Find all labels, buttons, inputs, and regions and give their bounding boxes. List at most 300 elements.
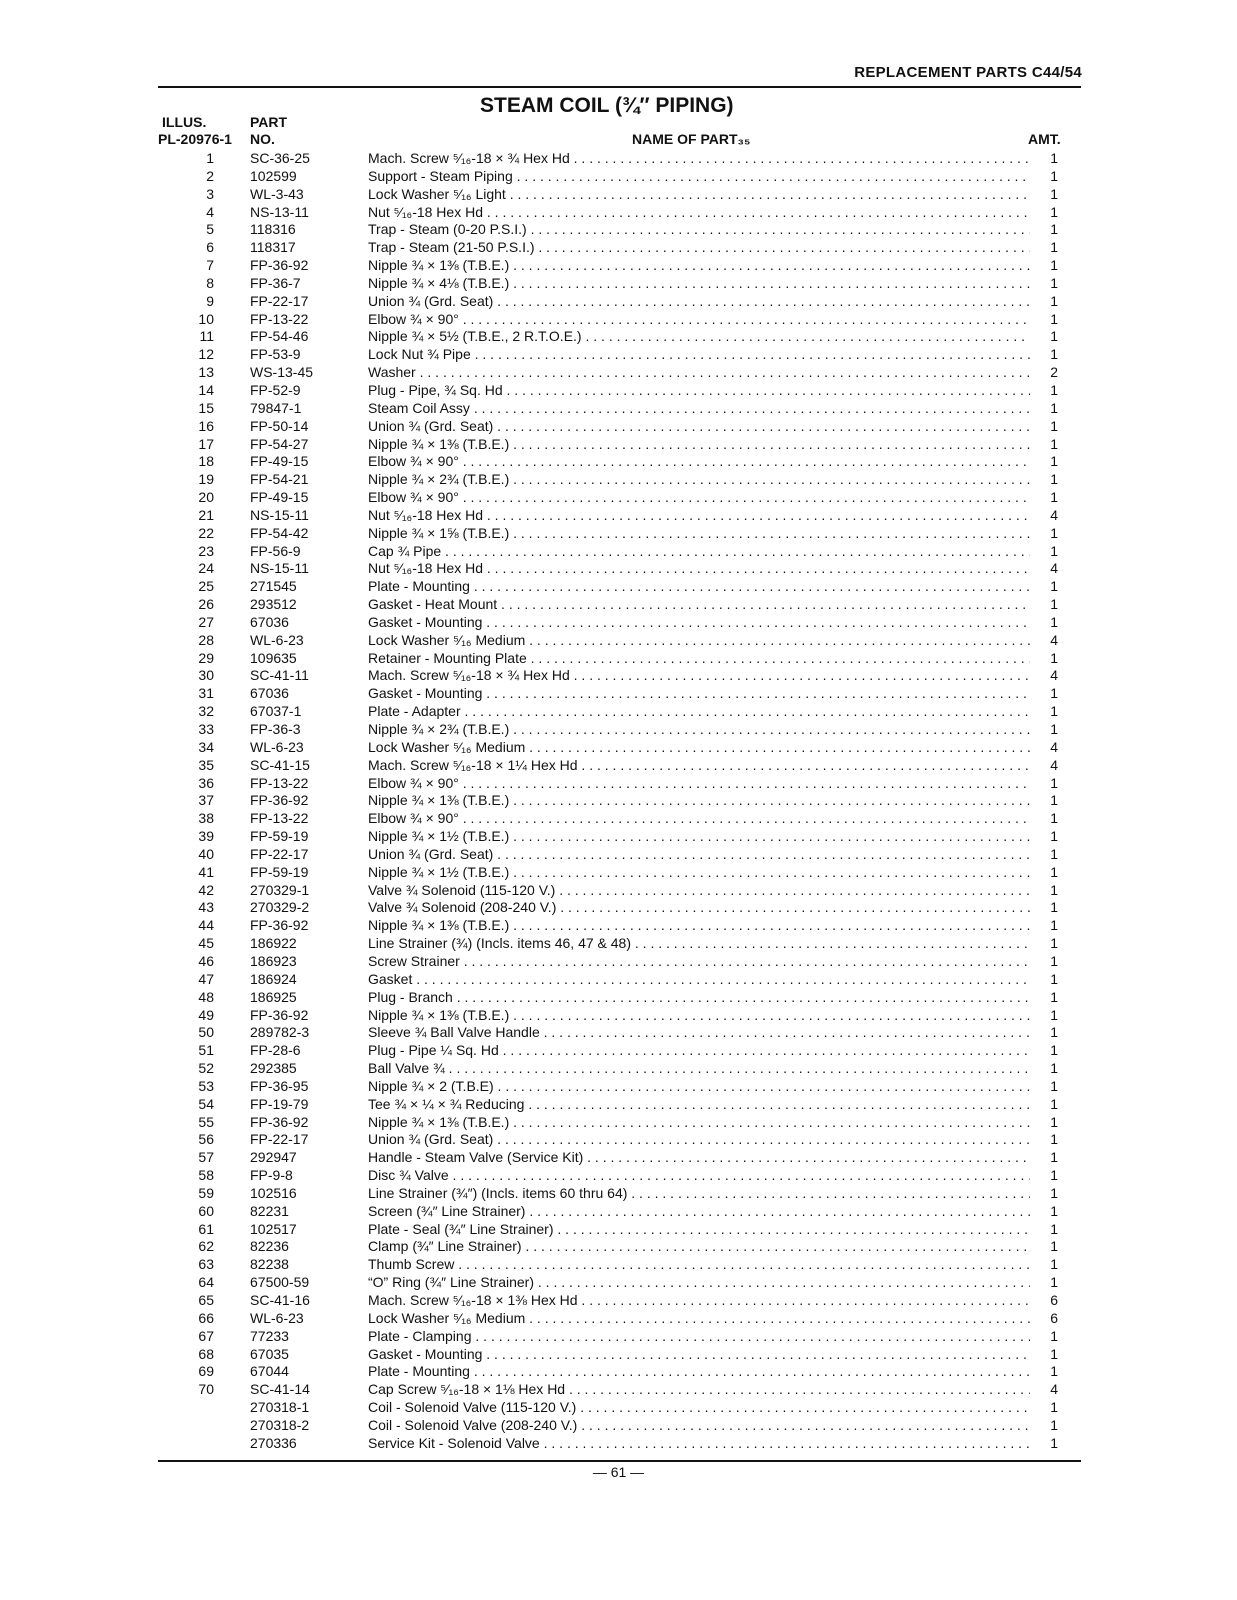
part-name: Elbow ¾ × 90° . . .: [368, 489, 1030, 507]
part-amount: 1: [1050, 471, 1058, 488]
part-name: Plug - Pipe, ¾ Sq. Hd . . .: [368, 382, 1030, 400]
illus-number: 51: [198, 1042, 214, 1059]
illus-number: 59: [198, 1184, 214, 1201]
illus-number: 41: [198, 863, 214, 880]
illus-number: 6: [206, 239, 214, 256]
illus-number: 54: [198, 1095, 214, 1112]
part-number: NS-15-11: [250, 506, 309, 523]
part-number: 270318-1: [250, 1399, 310, 1416]
part-number: FP-49-15: [250, 489, 309, 506]
illus-number: 7: [206, 257, 214, 274]
illus-number: 20: [198, 489, 214, 506]
table-row: [0, 1435, 1237, 1453]
part-amount: 1: [1050, 935, 1058, 952]
part-number: 77233: [250, 1327, 289, 1344]
part-amount: 1: [1050, 1131, 1058, 1148]
part-amount: 1: [1050, 292, 1058, 309]
part-name: Union ¾ (Grd. Seat) . . .: [368, 1131, 1030, 1149]
illus-number: 8: [206, 274, 214, 291]
part-number: 186924: [250, 970, 297, 987]
part-amount: 1: [1050, 1060, 1058, 1077]
table-row: [0, 471, 1237, 489]
table-row: [0, 1060, 1237, 1078]
part-amount: 1: [1050, 1256, 1058, 1273]
column-header-amt: AMT.: [1028, 131, 1061, 147]
part-number: FP-59-19: [250, 828, 309, 845]
illus-number: 67: [198, 1327, 214, 1344]
illus-number: 18: [198, 453, 214, 470]
part-amount: 1: [1050, 1416, 1058, 1433]
part-name: Lock Washer ⁵⁄₁₆ Medium . . .: [368, 739, 1030, 757]
part-amount: 1: [1050, 881, 1058, 898]
illus-number: 38: [198, 810, 214, 827]
part-amount: 1: [1050, 257, 1058, 274]
part-number: 82238: [250, 1256, 289, 1273]
illus-number: 28: [198, 631, 214, 648]
table-row: [0, 1078, 1237, 1096]
part-number: 270329-2: [250, 899, 310, 916]
footer-rule: [158, 1460, 1081, 1462]
part-number: SC-41-15: [250, 756, 310, 773]
part-number: FP-36-92: [250, 1113, 309, 1130]
illus-number: 58: [198, 1167, 214, 1184]
part-name: Lock Washer ⁵⁄₁₆ Light . . .: [368, 186, 1030, 204]
part-name: Nipple ¾ × 4⅛ (T.B.E.) . . .: [368, 275, 1030, 293]
column-header-illus: ILLUS.: [162, 114, 207, 130]
part-amount: 1: [1050, 952, 1058, 969]
illus-number: 62: [198, 1238, 214, 1255]
part-amount: 1: [1050, 649, 1058, 666]
part-name: Nut ⁵⁄₁₆-18 Hex Hd . . .: [368, 204, 1030, 222]
illus-number: 12: [198, 346, 214, 363]
part-number: FP-54-42: [250, 524, 309, 541]
table-row: [0, 1256, 1237, 1274]
part-amount: 1: [1050, 1434, 1058, 1451]
part-number: 102517: [250, 1220, 297, 1237]
table-row: [0, 685, 1237, 703]
table-row: [0, 1292, 1237, 1310]
illus-number: 4: [206, 203, 214, 220]
table-row: [0, 507, 1237, 525]
part-number: 79847-1: [250, 399, 302, 416]
part-number: FP-28-6: [250, 1042, 301, 1059]
part-number: FP-36-92: [250, 257, 309, 274]
illus-number: 36: [198, 774, 214, 791]
table-row: [0, 1114, 1237, 1132]
part-number: SC-41-11: [250, 667, 309, 684]
illus-number: 13: [198, 364, 214, 381]
part-amount: 1: [1050, 685, 1058, 702]
illus-number: 43: [198, 899, 214, 916]
table-row: [0, 989, 1237, 1007]
table-row: [0, 1007, 1237, 1025]
part-name: Elbow ¾ × 90° . . .: [368, 453, 1030, 471]
illus-number: 16: [198, 417, 214, 434]
part-amount: 1: [1050, 1238, 1058, 1255]
table-row: [0, 953, 1237, 971]
part-amount: 1: [1050, 1184, 1058, 1201]
part-name: Valve ¾ Solenoid (208-240 V.) . . .: [368, 899, 1030, 917]
table-row: [0, 1167, 1237, 1185]
part-name: Gasket - Mounting . . .: [368, 685, 1030, 703]
table-row: [0, 1149, 1237, 1167]
part-name: Coil - Solenoid Valve (115-120 V.) . . .: [368, 1399, 1030, 1417]
part-amount: 1: [1050, 703, 1058, 720]
part-number: SC-41-14: [250, 1381, 310, 1398]
part-name: Plate - Mounting . . .: [368, 578, 1030, 596]
part-amount: 1: [1050, 1024, 1058, 1041]
part-amount: 1: [1050, 399, 1058, 416]
parts-table: [0, 150, 1237, 1453]
part-amount: 1: [1050, 1345, 1058, 1362]
table-row: [0, 810, 1237, 828]
illus-number: 34: [198, 738, 214, 755]
column-header-part: PART: [250, 114, 288, 130]
part-name: Mach. Screw ⁵⁄₁₆-18 × 1⅜ Hex Hd . . .: [368, 1292, 1030, 1310]
part-number: FP-36-92: [250, 1006, 309, 1023]
part-amount: 1: [1050, 1202, 1058, 1219]
part-number: WL-6-23: [250, 1309, 304, 1326]
table-row: [0, 328, 1237, 346]
part-name: Steam Coil Assy . . .: [368, 400, 1030, 418]
part-amount: 1: [1050, 845, 1058, 862]
table-row: [0, 346, 1237, 364]
part-name: Lock Washer ⁵⁄₁₆ Medium . . .: [368, 1310, 1030, 1328]
part-name: Elbow ¾ × 90° . . .: [368, 810, 1030, 828]
table-row: [0, 775, 1237, 793]
part-number: SC-41-16: [250, 1292, 310, 1308]
part-amount: 4: [1050, 506, 1058, 523]
part-amount: 1: [1050, 1113, 1058, 1130]
illus-number: 3: [206, 185, 214, 202]
table-row: [0, 525, 1237, 543]
part-amount: 1: [1050, 167, 1058, 184]
part-number: 292385: [250, 1060, 297, 1077]
part-name: Nipple ¾ × 2 (T.B.E) . . .: [368, 1078, 1030, 1096]
part-name: Retainer - Mounting Plate . . .: [368, 650, 1030, 668]
part-amount: 1: [1050, 792, 1058, 809]
table-row: [0, 632, 1237, 650]
illus-number: 61: [198, 1220, 214, 1237]
part-number: FP-36-3: [250, 721, 301, 737]
illus-number: 33: [198, 721, 214, 737]
part-amount: 1: [1050, 1220, 1058, 1237]
illus-number: 17: [198, 435, 214, 452]
illus-number: 70: [198, 1381, 214, 1398]
table-row: [0, 721, 1237, 739]
part-amount: 1: [1050, 435, 1058, 452]
table-row: [0, 864, 1237, 882]
part-number: SC-36-25: [250, 150, 310, 166]
table-row: [0, 1363, 1237, 1381]
part-number: FP-36-95: [250, 1077, 309, 1094]
illus-number: 21: [198, 506, 214, 523]
illus-number: 44: [198, 917, 214, 934]
table-row: [0, 543, 1237, 561]
part-amount: 1: [1050, 310, 1058, 327]
part-number: 67035: [250, 1345, 289, 1362]
part-number: 82231: [250, 1202, 289, 1219]
part-amount: 1: [1050, 1149, 1058, 1166]
part-amount: 6: [1050, 1292, 1058, 1308]
part-number: FP-56-9: [250, 542, 301, 559]
part-number: 289782-3: [250, 1024, 310, 1041]
table-row: [0, 150, 1237, 168]
part-name: Nipple ¾ × 1½ (T.B.E.) . . .: [368, 828, 1030, 846]
part-number: FP-53-9: [250, 346, 301, 363]
illus-number: 39: [198, 828, 214, 845]
table-row: [0, 792, 1237, 810]
illus-number: 63: [198, 1256, 214, 1273]
table-row: [0, 1131, 1237, 1149]
illus-number: 9: [206, 292, 214, 309]
part-amount: 1: [1050, 346, 1058, 363]
illus-number: 26: [198, 596, 214, 613]
part-number: FP-22-17: [250, 1131, 309, 1148]
part-number: 186925: [250, 988, 297, 1005]
part-number: FP-36-92: [250, 792, 309, 809]
part-name: Tee ¾ × ¼ × ¾ Reducing . . .: [368, 1096, 1030, 1114]
part-amount: 1: [1050, 150, 1058, 166]
part-number: 67044: [250, 1363, 289, 1380]
illus-number: 2: [206, 167, 214, 184]
illus-number: 52: [198, 1060, 214, 1077]
part-number: FP-54-27: [250, 435, 309, 452]
part-number: 270318-2: [250, 1416, 310, 1433]
part-number: 67036: [250, 613, 289, 630]
part-name: Trap - Steam (0-20 P.S.I.) . . .: [368, 221, 1030, 239]
part-amount: 1: [1050, 417, 1058, 434]
table-row: [0, 311, 1237, 329]
table-row: [0, 1096, 1237, 1114]
table-row: [0, 1238, 1237, 1256]
part-name: Nipple ¾ × 2¾ (T.B.E.) . . .: [368, 721, 1030, 739]
table-row: [0, 239, 1237, 257]
illus-number: 53: [198, 1077, 214, 1094]
part-name: Union ¾ (Grd. Seat) . . .: [368, 846, 1030, 864]
part-number: WL-6-23: [250, 738, 304, 755]
table-row: [0, 1346, 1237, 1364]
part-name: Line Strainer (¾″) (Incls. items 60 thru 64) . . .: [368, 1185, 1030, 1203]
part-number: FP-49-15: [250, 453, 309, 470]
part-number: 293512: [250, 596, 297, 613]
part-amount: 1: [1050, 828, 1058, 845]
table-row: [0, 257, 1237, 275]
part-name: Thumb Screw . . .: [368, 1256, 1030, 1274]
illus-number: 57: [198, 1149, 214, 1166]
part-name: Support - Steam Piping . . .: [368, 168, 1030, 186]
part-amount: 1: [1050, 863, 1058, 880]
part-amount: 1: [1050, 1399, 1058, 1416]
part-name: Mach. Screw ⁵⁄₁₆-18 × ¾ Hex Hd . . .: [368, 150, 1030, 168]
part-number: FP-22-17: [250, 292, 309, 309]
part-amount: 1: [1050, 613, 1058, 630]
illus-number: 30: [198, 667, 214, 684]
illus-number: 46: [198, 952, 214, 969]
part-name: Clamp (¾″ Line Strainer) . . .: [368, 1238, 1030, 1256]
table-row: [0, 1024, 1237, 1042]
part-name: Line Strainer (¾) (Incls. items 46, 47 & 48) . . .: [368, 935, 1030, 953]
part-amount: 1: [1050, 578, 1058, 595]
part-name: Screen (¾″ Line Strainer) . . .: [368, 1203, 1030, 1221]
part-number: 270329-1: [250, 881, 310, 898]
part-number: NS-15-11: [250, 560, 309, 577]
illus-number: 14: [198, 381, 214, 398]
part-number: WL-6-23: [250, 631, 304, 648]
part-name: Union ¾ (Grd. Seat) . . .: [368, 293, 1030, 311]
table-row: [0, 1042, 1237, 1060]
illus-number: 1: [206, 150, 214, 166]
table-row: [0, 578, 1237, 596]
table-row: [0, 1221, 1237, 1239]
table-row: [0, 1399, 1237, 1417]
illus-number: 23: [198, 542, 214, 559]
part-number: 67036: [250, 685, 289, 702]
table-row: [0, 650, 1237, 668]
table-row: [0, 935, 1237, 953]
illus-number: 47: [198, 970, 214, 987]
part-name: Nipple ¾ × 1⅜ (T.B.E.) . . .: [368, 1114, 1030, 1132]
part-amount: 2: [1050, 364, 1058, 381]
table-row: [0, 453, 1237, 471]
table-row: [0, 364, 1237, 382]
part-number: FP-54-46: [250, 328, 309, 345]
illus-number: 69: [198, 1363, 214, 1380]
part-amount: 1: [1050, 274, 1058, 291]
part-amount: 4: [1050, 738, 1058, 755]
part-number: NS-13-11: [250, 203, 309, 220]
table-row: [0, 882, 1237, 900]
table-row: [0, 436, 1237, 454]
illus-number: 35: [198, 756, 214, 773]
part-number: WL-3-43: [250, 185, 304, 202]
part-amount: 1: [1050, 721, 1058, 737]
table-row: [0, 667, 1237, 685]
part-name: Plate - Seal (¾″ Line Strainer) . . .: [368, 1221, 1030, 1239]
part-number: FP-13-22: [250, 310, 309, 327]
part-amount: 1: [1050, 203, 1058, 220]
table-row: [0, 1310, 1237, 1328]
part-name: Trap - Steam (21-50 P.S.I.) . . .: [368, 239, 1030, 257]
part-number: 102516: [250, 1184, 297, 1201]
part-amount: 1: [1050, 328, 1058, 345]
page-title: STEAM COIL (¾″ PIPING): [480, 94, 734, 117]
part-name: Nipple ¾ × 1⅜ (T.B.E.) . . .: [368, 792, 1030, 810]
part-amount: 1: [1050, 596, 1058, 613]
part-name: Nipple ¾ × 5½ (T.B.E., 2 R.T.O.E.) . . .: [368, 328, 1030, 346]
part-number: 186923: [250, 952, 297, 969]
part-amount: 1: [1050, 489, 1058, 506]
part-name: Plug - Branch . . .: [368, 989, 1030, 1007]
part-amount: 4: [1050, 667, 1058, 684]
part-name: Mach. Screw ⁵⁄₁₆-18 × ¾ Hex Hd . . .: [368, 667, 1030, 685]
part-name: Cap ¾ Pipe . . .: [368, 543, 1030, 561]
table-row: [0, 1417, 1237, 1435]
illus-number: 68: [198, 1345, 214, 1362]
part-number: FP-13-22: [250, 774, 309, 791]
part-number: 102599: [250, 167, 297, 184]
part-amount: 1: [1050, 1095, 1058, 1112]
part-name: Mach. Screw ⁵⁄₁₆-18 × 1¼ Hex Hd . . .: [368, 757, 1030, 775]
illus-number: 10: [198, 310, 214, 327]
part-name: Plug - Pipe ¼ Sq. Hd . . .: [368, 1042, 1030, 1060]
illus-number: 25: [198, 578, 214, 595]
part-number: 270336: [250, 1434, 297, 1451]
part-amount: 4: [1050, 756, 1058, 773]
illus-number: 32: [198, 703, 214, 720]
part-name: Lock Washer ⁵⁄₁₆ Medium . . .: [368, 632, 1030, 650]
table-row: [0, 739, 1237, 757]
illus-number: 19: [198, 471, 214, 488]
part-number: 109635: [250, 649, 297, 666]
header-rule: [158, 86, 1081, 88]
illus-number: 15: [198, 399, 214, 416]
illus-number: 55: [198, 1113, 214, 1130]
table-row: [0, 828, 1237, 846]
part-number: FP-50-14: [250, 417, 309, 434]
illus-number: 64: [198, 1274, 214, 1291]
part-number: FP-13-22: [250, 810, 309, 827]
illus-number: 22: [198, 524, 214, 541]
part-amount: 1: [1050, 1042, 1058, 1059]
part-amount: 4: [1050, 1381, 1058, 1398]
table-row: [0, 489, 1237, 507]
part-amount: 1: [1050, 988, 1058, 1005]
part-number: FP-59-19: [250, 863, 309, 880]
part-name: Lock Nut ¾ Pipe . . .: [368, 346, 1030, 364]
part-number: 118317: [250, 239, 296, 256]
part-name: Union ¾ (Grd. Seat) . . .: [368, 418, 1030, 436]
page-number: — 61 —: [592, 1464, 645, 1480]
part-amount: 1: [1050, 453, 1058, 470]
part-name: Disc ¾ Valve . . .: [368, 1167, 1030, 1185]
part-name: Nipple ¾ × 2¾ (T.B.E.) . . .: [368, 471, 1030, 489]
part-number: 82236: [250, 1238, 289, 1255]
table-row: [0, 703, 1237, 721]
table-row: [0, 1381, 1237, 1399]
part-name: Nipple ¾ × 1⅝ (T.B.E.) . . .: [368, 525, 1030, 543]
table-row: [0, 400, 1237, 418]
part-name: Elbow ¾ × 90° . . .: [368, 775, 1030, 793]
part-name: Nipple ¾ × 1⅜ (T.B.E.) . . .: [368, 257, 1030, 275]
illus-number: 66: [198, 1309, 214, 1326]
part-number: 118316: [250, 221, 296, 238]
part-name: Nipple ¾ × 1⅜ (T.B.E.) . . .: [368, 436, 1030, 454]
part-amount: 1: [1050, 774, 1058, 791]
part-amount: 1: [1050, 810, 1058, 827]
table-row: [0, 596, 1237, 614]
part-amount: 1: [1050, 239, 1058, 256]
illus-number: 37: [198, 792, 214, 809]
part-number: FP-9-8: [250, 1167, 293, 1184]
illus-number: 50: [198, 1024, 214, 1041]
table-row: [0, 293, 1237, 311]
part-name: Cap Screw ⁵⁄₁₆-18 × 1⅛ Hex Hd . . .: [368, 1381, 1030, 1399]
table-row: [0, 418, 1237, 436]
part-number: 186922: [250, 935, 297, 952]
part-name: Plate - Adapter . . .: [368, 703, 1030, 721]
part-amount: 1: [1050, 1274, 1058, 1291]
part-number: FP-36-92: [250, 917, 309, 934]
part-amount: 6: [1050, 1309, 1058, 1326]
part-name: Plate - Clamping . . .: [368, 1328, 1030, 1346]
table-row: [0, 1274, 1237, 1292]
column-header-name: NAME OF PART₃₅: [632, 131, 751, 147]
part-name: Nut ⁵⁄₁₆-18 Hex Hd . . .: [368, 560, 1030, 578]
illus-number: 42: [198, 881, 214, 898]
part-name: Valve ¾ Solenoid (115-120 V.) . . .: [368, 882, 1030, 900]
part-name: Coil - Solenoid Valve (208-240 V.) . . .: [368, 1417, 1030, 1435]
